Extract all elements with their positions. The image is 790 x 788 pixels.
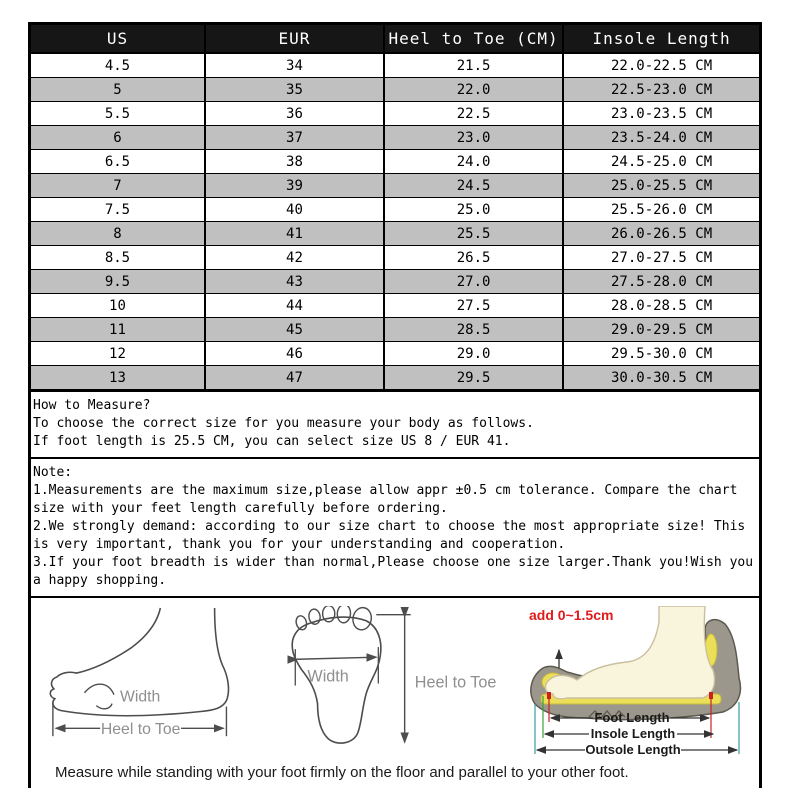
table-row	[30, 246, 761, 270]
table-cell: 29.5-30.0 CM	[563, 342, 760, 366]
side-foot-width-label: Width	[119, 688, 161, 706]
table-row	[30, 53, 761, 78]
table-row	[30, 198, 761, 222]
table-cell: 34	[205, 53, 384, 78]
note-title: Note:	[33, 465, 73, 480]
header-us: US	[30, 24, 205, 54]
table-cell: 30.0-30.5 CM	[563, 366, 760, 391]
table-row	[30, 222, 761, 246]
how-to-measure-title: How to Measure?	[33, 398, 151, 413]
note-section	[28, 459, 762, 598]
table-cell: 27.0	[384, 270, 563, 294]
table-cell: 25.5	[384, 222, 563, 246]
side-foot-heel-toe-label: Heel to Toe	[100, 721, 181, 739]
note-item: 3.If your foot breadth is wider than normal,Please choose one size larger.Thank you!Wish you a happy shopping.	[33, 555, 754, 588]
table-cell: 45	[205, 318, 384, 342]
table-row	[30, 102, 761, 126]
how-to-measure-lines	[33, 415, 757, 451]
table-cell: 5	[30, 78, 205, 102]
note-item: 2.We strongly demand: according to our size chart to choose the most appropriate size! This is very important, thank you for your understanding and cooperation.	[33, 519, 746, 552]
table-cell: 10	[30, 294, 205, 318]
header-insole-length: Insole Length	[563, 24, 760, 54]
table-cell: 22.0-22.5 CM	[563, 53, 760, 78]
table-cell: 23.5-24.0 CM	[563, 126, 760, 150]
table-row	[30, 126, 761, 150]
table-cell: 22.0	[384, 78, 563, 102]
note-items	[33, 482, 757, 590]
table-cell: 36	[205, 102, 384, 126]
table-cell: 8	[30, 222, 205, 246]
note-item: 1.Measurements are the maximum size,please allow appr ±0.5 cm tolerance. Compare the chart size with your feet length carefully before ordering.	[33, 483, 738, 516]
width-arrow	[297, 657, 376, 659]
ball-width-curve-2	[96, 704, 112, 709]
table-cell: 47	[205, 366, 384, 391]
table-cell: 24.5	[384, 174, 563, 198]
table-cell: 24.5-25.0 CM	[563, 150, 760, 174]
header-eur: EUR	[205, 24, 384, 54]
table-cell: 29.0-29.5 CM	[563, 318, 760, 342]
sole-foot-diagram	[273, 606, 511, 754]
toe-point-marker	[547, 692, 551, 699]
table-cell: 35	[205, 78, 384, 102]
how-to-measure-section	[28, 392, 762, 459]
toe-1	[295, 615, 308, 631]
shoe-length-diagram	[527, 606, 749, 758]
table-cell: 42	[205, 246, 384, 270]
table-row	[30, 270, 761, 294]
toe-4	[337, 606, 352, 623]
table-cell: 29.0	[384, 342, 563, 366]
ball-width-curve	[84, 684, 114, 695]
table-cell: 5.5	[30, 102, 205, 126]
table-cell: 9.5	[30, 270, 205, 294]
table-cell: 25.0-25.5 CM	[563, 174, 760, 198]
insole-length-label: Insole Length	[590, 726, 676, 741]
table-cell: 27.5	[384, 294, 563, 318]
table-cell: 29.5	[384, 366, 563, 391]
diagram-row	[35, 604, 755, 758]
table-row	[30, 318, 761, 342]
foot-length-label: Foot Length	[594, 710, 670, 725]
table-cell: 39	[205, 174, 384, 198]
table-header-row	[30, 24, 761, 54]
size-table-body	[30, 53, 761, 391]
table-cell: 40	[205, 198, 384, 222]
heel-point-marker	[709, 692, 713, 699]
table-cell: 24.0	[384, 150, 563, 174]
table-row	[30, 294, 761, 318]
table-row	[30, 78, 761, 102]
table-row	[30, 366, 761, 391]
table-cell: 11	[30, 318, 205, 342]
sole-width-label: Width	[307, 667, 349, 686]
size-chart-content	[28, 22, 762, 788]
table-row	[30, 150, 761, 174]
table-cell: 7.5	[30, 198, 205, 222]
side-foot-diagram	[45, 606, 257, 748]
table-cell: 6.5	[30, 150, 205, 174]
diagram-section	[28, 598, 762, 788]
table-cell: 41	[205, 222, 384, 246]
table-cell: 27.0-27.5 CM	[563, 246, 760, 270]
table-cell: 21.5	[384, 53, 563, 78]
add-allowance-label: add 0~1.5cm	[529, 607, 614, 623]
table-cell: 13	[30, 366, 205, 391]
table-cell: 38	[205, 150, 384, 174]
table-cell: 44	[205, 294, 384, 318]
table-cell: 26.5	[384, 246, 563, 270]
table-cell: 25.0	[384, 198, 563, 222]
table-cell: 6	[30, 126, 205, 150]
table-cell: 8.5	[30, 246, 205, 270]
sole-heel-toe-label: Heel to Toe	[414, 673, 497, 692]
table-cell: 43	[205, 270, 384, 294]
table-cell: 12	[30, 342, 205, 366]
table-cell: 26.0-26.5 CM	[563, 222, 760, 246]
table-cell: 25.5-26.0 CM	[563, 198, 760, 222]
how-to-measure-line: If foot length is 25.5 CM, you can select size US 8 / EUR 41.	[33, 434, 511, 449]
table-cell: 22.5-23.0 CM	[563, 78, 760, 102]
table-row	[30, 342, 761, 366]
table-cell: 28.5	[384, 318, 563, 342]
toe-3	[323, 606, 335, 622]
size-table	[28, 22, 762, 392]
table-cell: 23.0	[384, 126, 563, 150]
table-cell: 4.5	[30, 53, 205, 78]
table-cell: 28.0-28.5 CM	[563, 294, 760, 318]
table-cell: 22.5	[384, 102, 563, 126]
table-cell: 37	[205, 126, 384, 150]
how-to-measure-line: To choose the correct size for you measure your body as follows.	[33, 416, 534, 431]
table-cell: 46	[205, 342, 384, 366]
header-heel-to-toe: Heel to Toe (CM)	[384, 24, 563, 54]
table-row	[30, 174, 761, 198]
table-cell: 27.5-28.0 CM	[563, 270, 760, 294]
outsole-length-label: Outsole Length	[585, 742, 681, 757]
table-cell: 7	[30, 174, 205, 198]
measure-caption: Measure while standing with your foot firmly on the floor and parallel to your other foot.	[55, 764, 629, 781]
table-cell: 23.0-23.5 CM	[563, 102, 760, 126]
